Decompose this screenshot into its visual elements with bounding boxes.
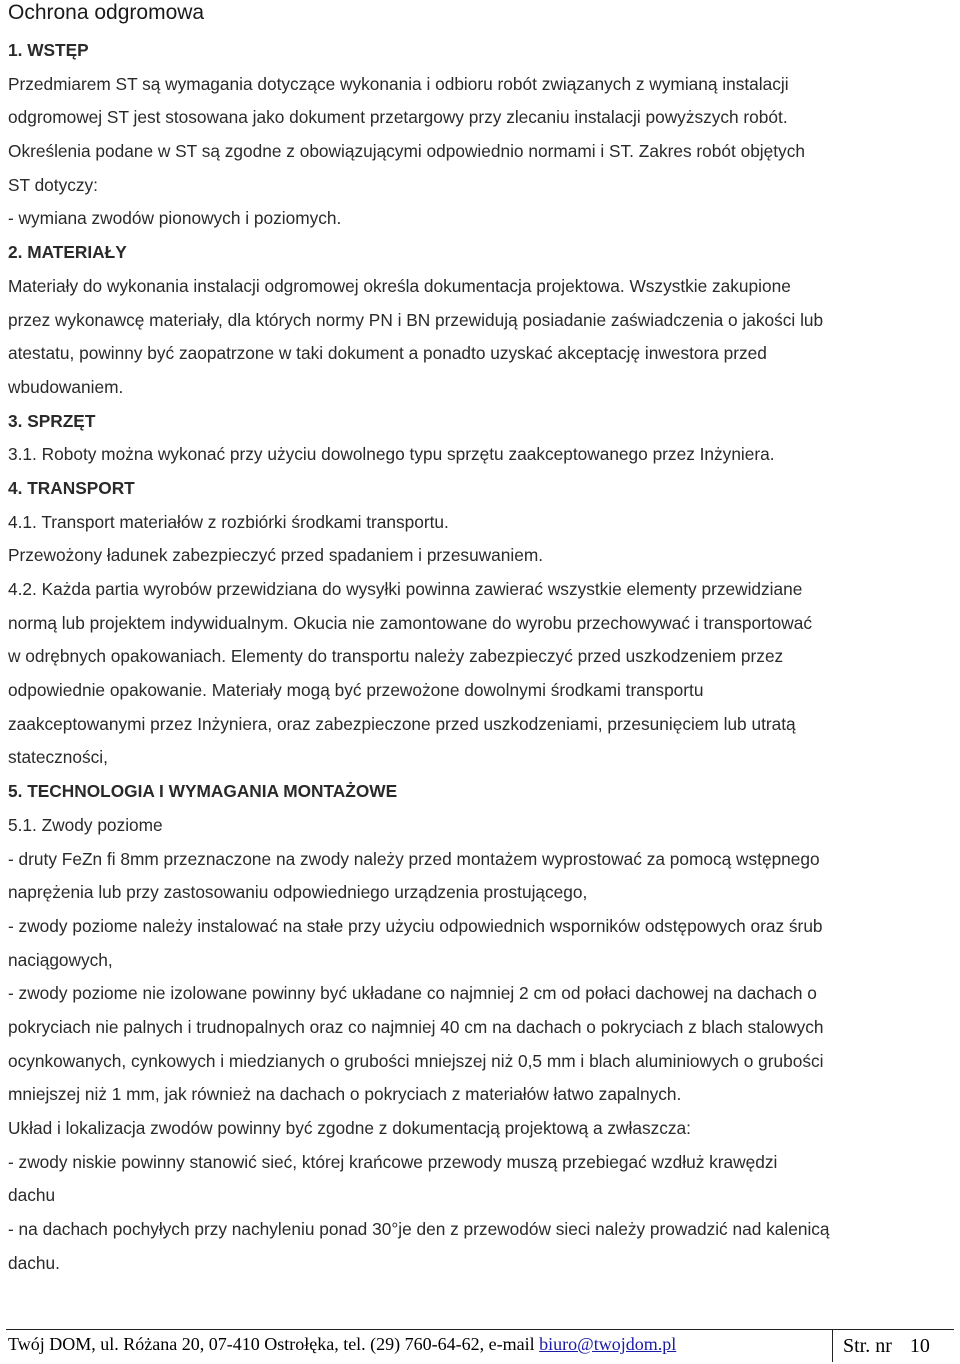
- text-line: 5.1. Zwody poziome: [8, 814, 163, 835]
- document-page: [8, 0, 952, 1280]
- text-line: Przewożony ładunek zabezpieczyć przed spadaniem i przesuwaniem.: [8, 545, 544, 566]
- text-line: pokryciach nie palnych i trudnopalnych oraz co najmniej 40 cm na dachach o pokryciach z blach stalowych: [8, 1016, 824, 1037]
- section-heading: 4. TRANSPORT: [8, 477, 135, 498]
- text-line: - zwody niskie powinny stanowić sieć, której krańcowe przewody muszą przebiegać wzdłuż krawędzi: [8, 1151, 778, 1172]
- text-line: Materiały do wykonania instalacji odgromowej określa dokumentacja projektowa. Wszystkie zakupione: [8, 275, 791, 296]
- page-number-box: [832, 1330, 950, 1362]
- text-line: Układ i lokalizacja zwodów powinny być zgodne z dokumentacją projektową a zwłaszcza:: [8, 1118, 691, 1138]
- page-number: 10: [909, 1334, 930, 1357]
- text-line: ocynkowanych, cynkowych i miedzianych o grubości mniejszej niż 0,5 mm i blach aluminiowych o grubości: [8, 1050, 824, 1071]
- text-line: stateczności,: [8, 747, 108, 768]
- text-line: odgromowej ST jest stosowana jako dokument przetargowy przy zlecaniu instalacji powyższych robót.: [8, 107, 788, 128]
- text-line: ST dotyczy:: [8, 174, 98, 195]
- text-line: zaakceptowanymi przez Inżyniera, oraz zabezpieczone przed uszkodzeniami, przesunięciem lub utratą: [8, 713, 796, 734]
- text-line: wbudowaniem.: [8, 376, 124, 397]
- section-heading: 3. SPRZĘT: [8, 410, 96, 431]
- text-line: Określenia podane w ST są zgodne z obowiązującymi odpowiednio normami i ST. Zakres robót objętych: [8, 141, 805, 162]
- page-footer: [6, 1329, 954, 1362]
- text-line: atestatu, powinny być zaopatrzone w taki dokument a ponadto uzyskać akceptację inwestora przed: [8, 343, 767, 364]
- text-line: Przedmiarem ST są wymagania dotyczące wykonania i odbioru robót związanych z wymianą instalacji: [8, 73, 789, 94]
- text-line: dachu: [8, 1185, 56, 1206]
- footer-email-link[interactable]: biuro@twojdom.pl: [539, 1334, 677, 1354]
- text-line: w odrębnych opakowaniach. Elementy do transportu należy zabezpieczyć przed uszkodzeniem przez: [8, 646, 784, 667]
- section-heading: 2. MATERIAŁY: [8, 242, 127, 263]
- text-line: przez wykonawcę materiały, dla których normy PN i BN przewidują posiadanie zaświadczenia o jakości lub: [8, 309, 824, 330]
- text-line: dachu.: [8, 1252, 60, 1273]
- footer-address-text: Twój DOM, ul. Różana 20, 07-410 Ostrołęka, tel. (29) 760-64-62, e-mail: [8, 1334, 540, 1354]
- section-heading: 5. TECHNOLOGIA I WYMAGANIA MONTAŻOWE: [8, 781, 398, 802]
- text-line: 4.2. Każda partia wyrobów przewidziana do wysyłki powinna zawierać wszystkie elementy przewidziane: [8, 579, 803, 599]
- text-line: - zwody poziome należy instalować na stałe przy użyciu odpowiednich wsporników odstępowych oraz śrub: [8, 915, 823, 936]
- text-line: odpowiednie opakowanie. Materiały mogą być przewożone dowolnymi środkami transportu: [8, 680, 704, 701]
- document-body: [8, 34, 952, 1280]
- footer-address: [8, 1334, 676, 1355]
- text-line: naciągowych,: [8, 949, 113, 970]
- text-line: 3.1. Roboty można wykonać przy użyciu dowolnego typu sprzętu zaakceptowanego przez Inżyniera.: [8, 444, 775, 465]
- section-heading: 1. WSTĘP: [8, 40, 89, 60]
- document-title: Ochrona odgromowa: [8, 1, 205, 24]
- page-label: Str. nr: [843, 1334, 892, 1357]
- text-line: - wymiana zwodów pionowych i poziomych.: [8, 208, 342, 229]
- text-line: 4.1. Transport materiałów z rozbiórki środkami transportu.: [8, 511, 449, 532]
- text-line: mniejszej niż 1 mm, jak również na dachach o pokryciach z materiałów łatwo zapalnych.: [8, 1084, 682, 1105]
- text-line: - zwody poziome nie izolowane powinny być układane co najmniej 2 cm od połaci dachowej na dachach o: [8, 983, 817, 1004]
- text-line: naprężenia lub przy zastosowaniu odpowiedniego urządzenia prostującego,: [8, 882, 588, 903]
- text-line: - druty FeZn fi 8mm przeznaczone na zwody należy przed montażem wyprostować za pomocą wstępnego: [8, 848, 820, 869]
- text-line: - na dachach pochyłych przy nachyleniu ponad 30°je den z przewodów sieci należy prowadzić nad kalenicą: [8, 1219, 830, 1240]
- text-line: normą lub projektem indywidualnym. Okucia nie zamontowane do wyrobu przechowywać i transportować: [8, 612, 812, 633]
